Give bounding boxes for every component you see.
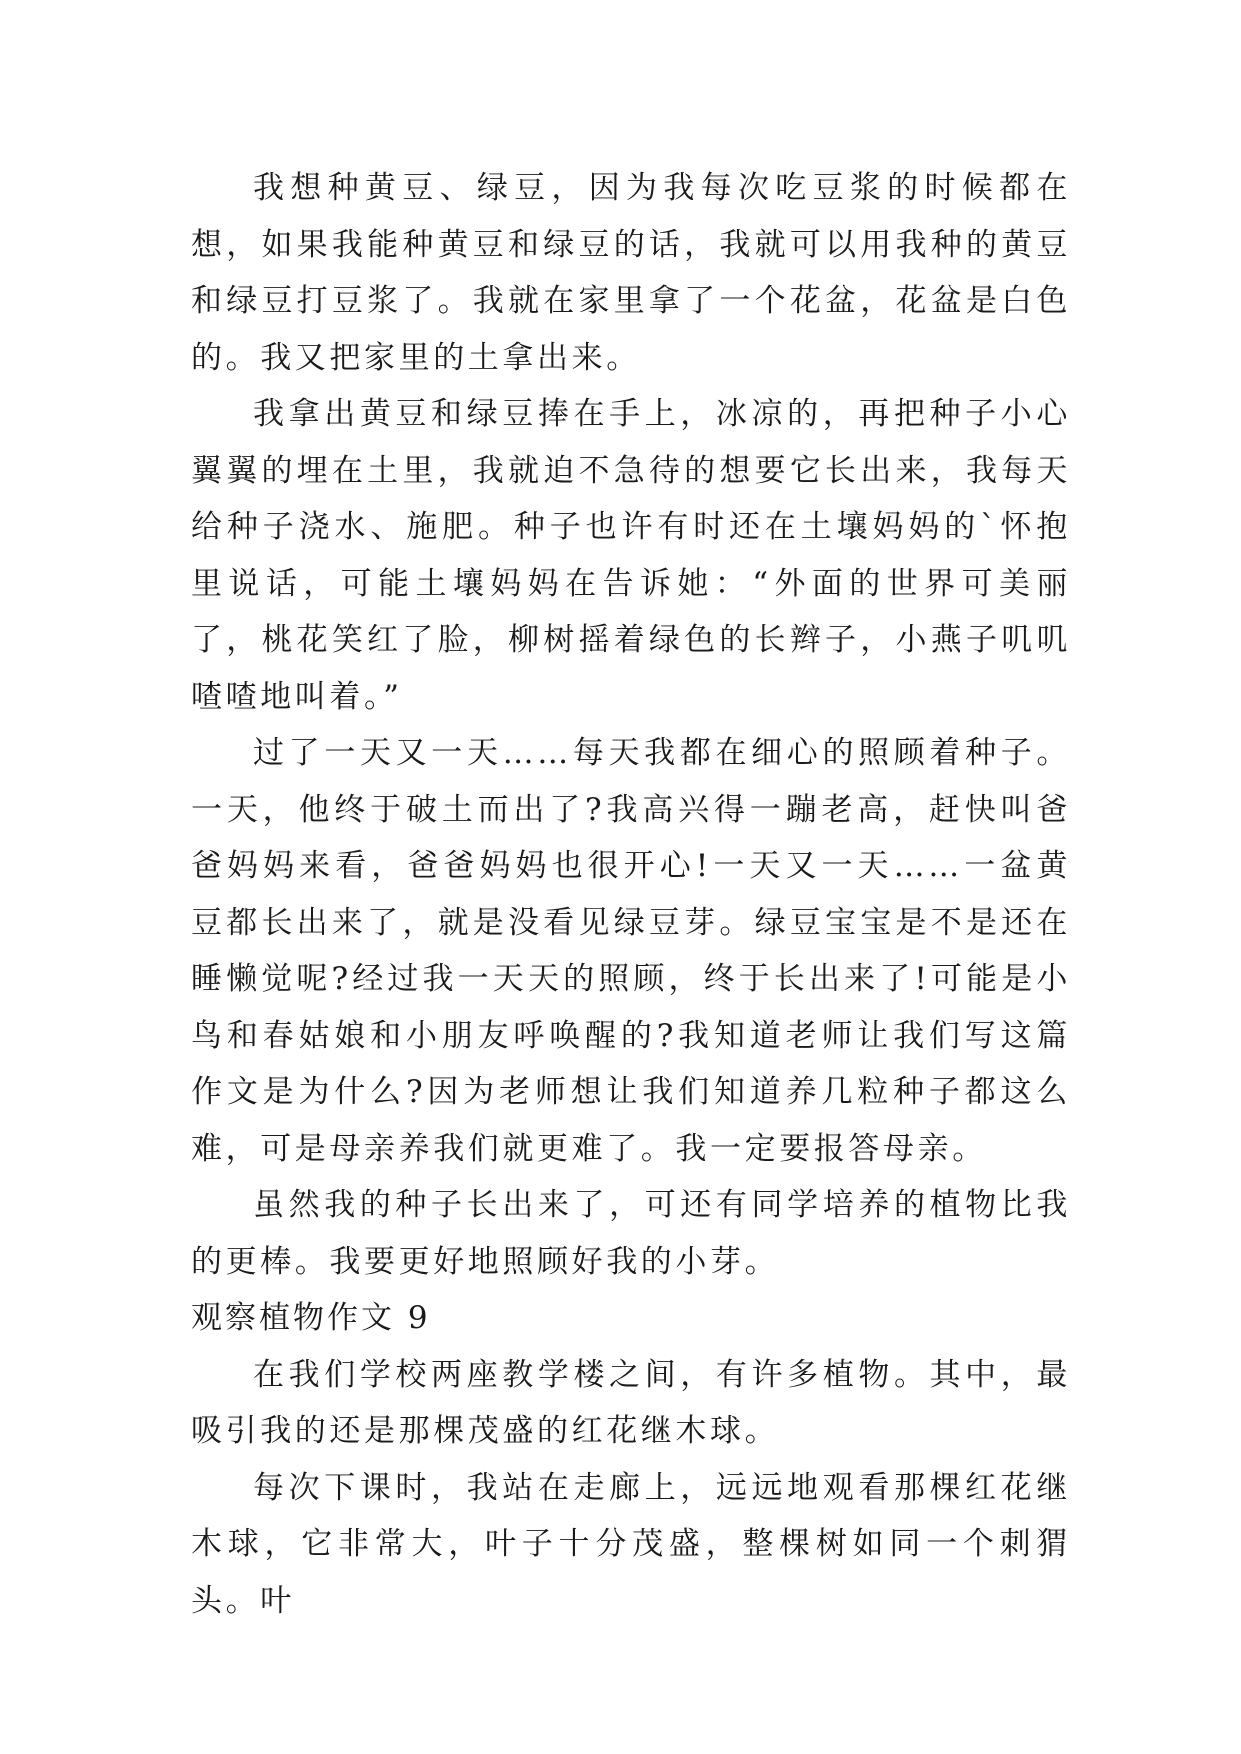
document-body <box>191 160 1071 1629</box>
paragraph: 虽然我的种子长出来了，可还有同学培养的植物比我的更棒。我要更好地照顾好我的小芽。 <box>191 1187 1071 1280</box>
paragraph: 我拿出黄豆和绿豆捧在手上，冰凉的，再把种子小心翼翼的埋在土里，我就迫不急待的想要它长出来，我每天给种子浇水、施肥。种子也许有时还在土壤妈妈的`怀抱里说话，可能土壤妈妈在告诉她：“外面的世界可美丽了，桃花笑红了脸，柳树摇着绿色的长辫子，小燕子叽叽喳喳地叫着。” <box>191 396 1071 715</box>
section-title: 观察植物作文 9 <box>191 1300 431 1336</box>
paragraph: 我想种黄豆、绿豆，因为我每次吃豆浆的时候都在想，如果我能种黄豆和绿豆的话，我就可以用我种的黄豆和绿豆打豆浆了。我就在家里拿了一个花盆，花盆是白色的。我又把家里的土拿出来。 <box>191 170 1071 376</box>
paragraph: 每次下课时，我站在走廊上，远远地观看那棵红花继木球，它非常大，叶子十分茂盛，整棵树如同一个刺猬头。叶 <box>191 1469 1071 1619</box>
paragraph: 过了一天又一天……每天我都在细心的照顾着种子。一天，他终于破土而出了?我高兴得一蹦老高，赶快叫爸爸妈妈来看，爸爸妈妈也很开心!一天又一天……一盆黄豆都长出来了，就是没看见绿豆芽。绿豆宝宝是不是还在睡懒觉呢?经过我一天天的照顾，终于长出来了!可能是小鸟和春姑娘和小朋友呼唤醒的?我知道老师让我们写这篇作文是为什么?因为老师想让我们知道养几粒种子都这么难，可是母亲养我们就更难了。我一定要报答母亲。 <box>191 735 1071 1167</box>
paragraph: 在我们学校两座教学楼之间，有许多植物。其中，最吸引我的还是那棵茂盛的红花继木球。 <box>191 1356 1071 1449</box>
